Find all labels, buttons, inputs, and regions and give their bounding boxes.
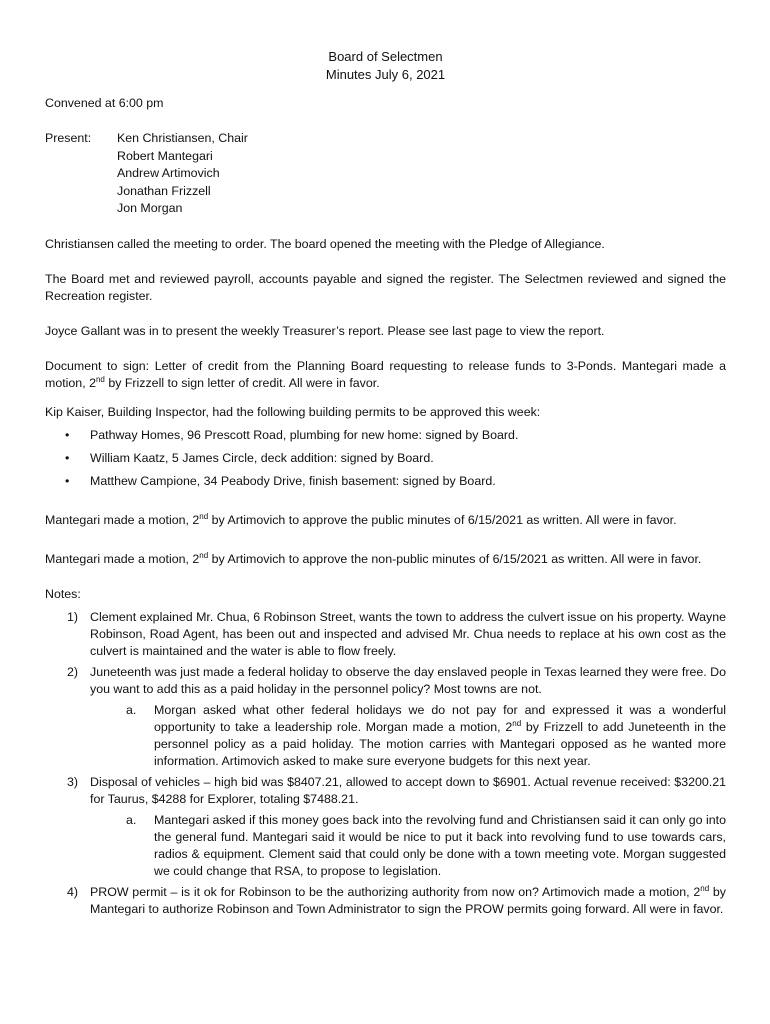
text-segment: Morgan asked what other federal holidays we do not pay for and expressed it was a wonderful opportunity to take a leadership role. Morgan made a motion, 2 [154, 702, 726, 734]
list-item [45, 450, 726, 467]
text-segment: Mantegari made a motion, 2 [45, 551, 200, 566]
note-text: Clement explained Mr. Chua, 6 Robinson Street, wants the town to address the culvert issue on his property. Wayne Robinson, Road Agent, has been out and inspected and advised Mr. Chua needs to replace at his own cost as the culvert is maintained and the water is able to flow freely. [90, 609, 726, 658]
present-label: Present: [45, 131, 92, 145]
public-minutes-motion [45, 512, 726, 529]
payroll-paragraph: The Board met and reviewed payroll, accounts payable and signed the register. The Selectmen reviewed and signed the Recreation register. [45, 271, 726, 303]
permits-list [45, 427, 726, 490]
note-number: 3) [67, 774, 79, 789]
sub-note-letter: a. [126, 812, 137, 827]
note-item [45, 609, 726, 660]
ordinal-suffix: nd [95, 374, 105, 384]
attendee-name: Jonathan Frizzell [117, 183, 211, 198]
text-segment: by Mantegari to authorize Robinson and Town Administrator to sign the PROW permits going forward. All were in favor. [90, 884, 726, 916]
present-names [117, 130, 248, 218]
permit-text: William Kaatz, 5 James Circle, deck addition: signed by Board. [90, 450, 434, 465]
text-segment: by Frizzell to add Juneteenth in the personnel policy as a paid holiday. The motion carries with Mantegari opposed as he wanted more information. Artimovich asked to make sure everyone budgets for this next year. [154, 719, 726, 768]
note-body [90, 774, 726, 880]
note-text: Juneteenth was just made a federal holiday to observe the day enslaved people in Texas learned they were free. Do you want to add this as a paid holiday in the personnel policy? Most towns are not. [90, 664, 726, 696]
ordinal-suffix: nd [700, 883, 710, 893]
bullet-icon: • [65, 473, 70, 488]
nonpublic-minutes-motion [45, 551, 726, 568]
note-text: Disposal of vehicles – high bid was $8407.21, allowed to accept down to $6901. Actual revenue received: $3200.21 for Taurus, $4288 for Explorer, totaling $7488.21. [90, 774, 726, 806]
note-number: 2) [67, 664, 79, 679]
treasurer-paragraph: Joyce Gallant was in to present the weekly Treasurer’s report. Please see last page to view the report. [45, 323, 605, 338]
sub-note-letter: a. [126, 702, 137, 717]
ordinal-suffix: nd [199, 511, 209, 521]
attendee-name: Ken Christiansen, Chair [117, 131, 248, 145]
notes-list [45, 609, 726, 918]
text-segment: PROW permit – is it ok for Robinson to be the authorizing authority from now on? Artimovich made a motion, 2 [90, 884, 701, 899]
attendee-name: Andrew Artimovich [117, 166, 220, 180]
text-segment: Mantegari made a motion, 2 [45, 512, 200, 527]
document-subtitle: Minutes July 6, 2021 [325, 67, 446, 82]
call-to-order-paragraph: Christiansen called the meeting to order. The board opened the meeting with the Pledge of Allegiance. [45, 236, 605, 251]
attendee-name: Jon Morgan [117, 201, 183, 215]
ordinal-suffix: nd [199, 550, 209, 560]
document-title: Board of Selectmen [328, 49, 443, 64]
note-text [90, 884, 726, 918]
attendee-name: Robert Mantegari [117, 148, 213, 163]
sub-note-text [154, 702, 726, 770]
permit-text: Matthew Campione, 34 Peabody Drive, finish basement: signed by Board. [90, 473, 496, 488]
list-item [45, 473, 726, 490]
text-segment: by Artimovich to approve the public minutes of 6/15/2021 as written. All were in favor. [208, 512, 677, 527]
text-segment: by Artimovich to approve the non-public minutes of 6/15/2021 as written. All were in favor. [208, 551, 702, 566]
ordinal-suffix: nd [512, 718, 522, 728]
text-segment: Document to sign: Letter of credit from the Planning Board requesting to release funds to 3-Ponds. Mantegari made a motion, 2 [45, 358, 726, 390]
note-item [45, 664, 726, 770]
convened-line: Convened at 6:00 pm [45, 96, 164, 110]
note-item [45, 884, 726, 918]
list-item [45, 427, 726, 444]
note-item [45, 774, 726, 880]
sub-note-text: Mantegari asked if this money goes back into the revolving fund and Christiansen said it can only go into the general fund. Mantegari said it would be nice to put it back into revolving fund to use towards cars, radios & equipment. Clement said that could only be done with a town meeting vote. Morgan suggested we could change that RSA, to propose to legislation. [154, 812, 726, 878]
permit-text: Pathway Homes, 96 Prescott Road, plumbing for new home: signed by Board. [90, 427, 519, 442]
note-body [90, 664, 726, 770]
note-number: 4) [67, 884, 79, 899]
present-block [45, 130, 726, 218]
permits-intro: Kip Kaiser, Building Inspector, had the following building permits to be approved this week: [45, 404, 541, 419]
bullet-icon: • [65, 427, 70, 442]
document-to-sign-paragraph [45, 358, 726, 392]
bullet-icon: • [65, 450, 70, 465]
notes-label: Notes: [45, 586, 81, 601]
text-segment: by Frizzell to sign letter of credit. All were in favor. [104, 375, 380, 390]
sub-note [126, 702, 726, 770]
note-number: 1) [67, 609, 79, 624]
sub-note [126, 812, 726, 880]
